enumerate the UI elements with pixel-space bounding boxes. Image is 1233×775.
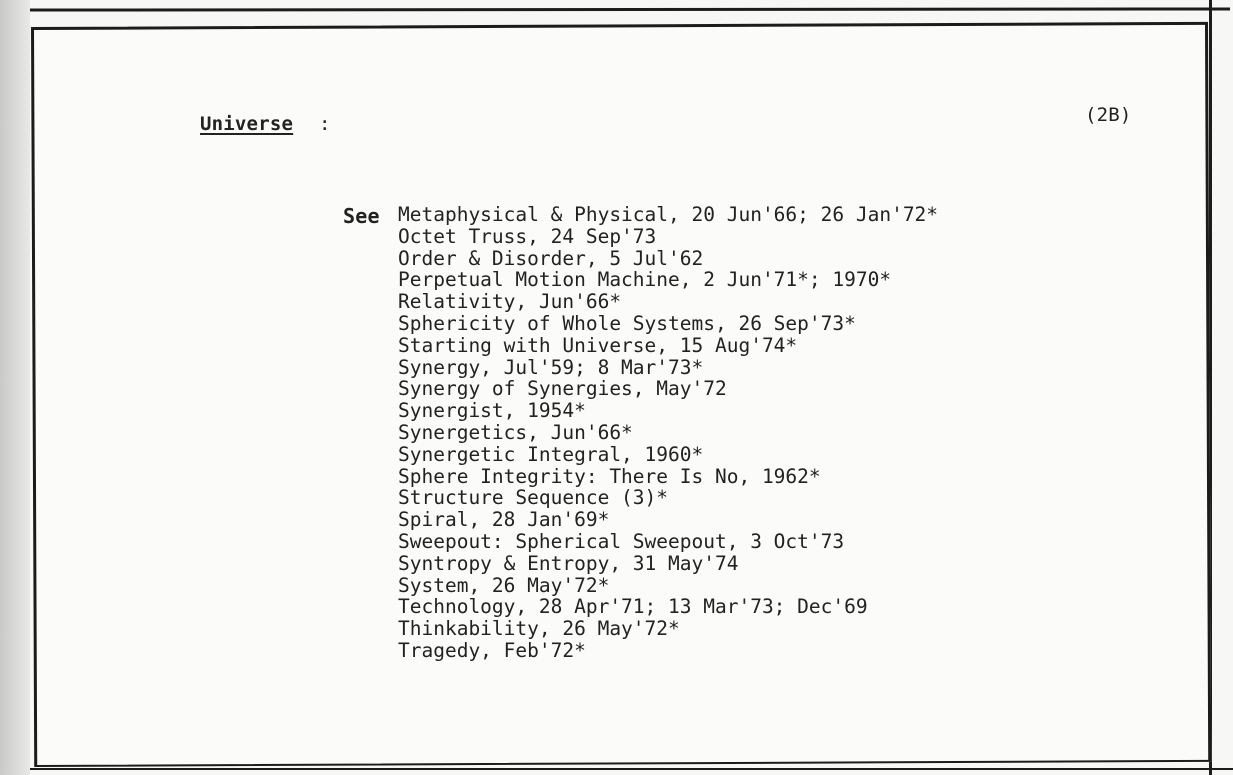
list-item: Order & Disorder, 5 Jul'62 <box>398 246 704 270</box>
list-item: Synergy of Synergies, May'72 <box>398 377 727 401</box>
bottom-border-line <box>30 768 1233 770</box>
top-border-line <box>30 7 1230 11</box>
list-item: Syntropy & Entropy, 31 May'74 <box>398 551 739 575</box>
list-item: Thinkability, 26 May'72* <box>398 617 680 641</box>
list-item: System, 26 May'72* <box>398 573 610 597</box>
card-heading-colon: : <box>319 113 331 135</box>
list-item: Spiral, 28 Jan'69* <box>398 508 610 532</box>
list-item: Starting with Universe, 15 Aug'74* <box>398 333 798 357</box>
list-item: Octet Truss, 24 Sep'73 <box>398 224 657 248</box>
list-item: Structure Sequence (3)* <box>398 486 669 510</box>
see-label: See <box>343 204 380 228</box>
list-item: Tragedy, Feb'72* <box>398 638 586 662</box>
list-item: Synergy, Jul'59; 8 Mar'73* <box>398 355 704 379</box>
list-item: Synergetic Integral, 1960* <box>398 442 704 466</box>
card-heading: Universe <box>200 113 294 135</box>
list-item: Perpetual Motion Machine, 2 Jun'71*; 1970* <box>398 268 892 292</box>
list-item: Synergetics, Jun'66* <box>398 420 633 444</box>
list-item: Synergist, 1954* <box>398 399 586 423</box>
cross-reference-list <box>398 204 938 662</box>
list-item: Technology, 28 Apr'71; 13 Mar'73; Dec'69 <box>398 595 868 619</box>
list-item: Sphere Integrity: There Is No, 1962* <box>398 464 821 488</box>
list-item: Sphericity of Whole Systems, 26 Sep'73* <box>398 311 856 335</box>
card-code: (2B) <box>1085 104 1132 126</box>
list-item: Metaphysical & Physical, 20 Jun'66; 26 Jan'72* <box>398 203 939 226</box>
page-edge-shadow <box>0 0 30 775</box>
list-item: Sweepout: Spherical Sweepout, 3 Oct'73 <box>398 529 845 553</box>
list-item: Relativity, Jun'66* <box>398 290 622 314</box>
